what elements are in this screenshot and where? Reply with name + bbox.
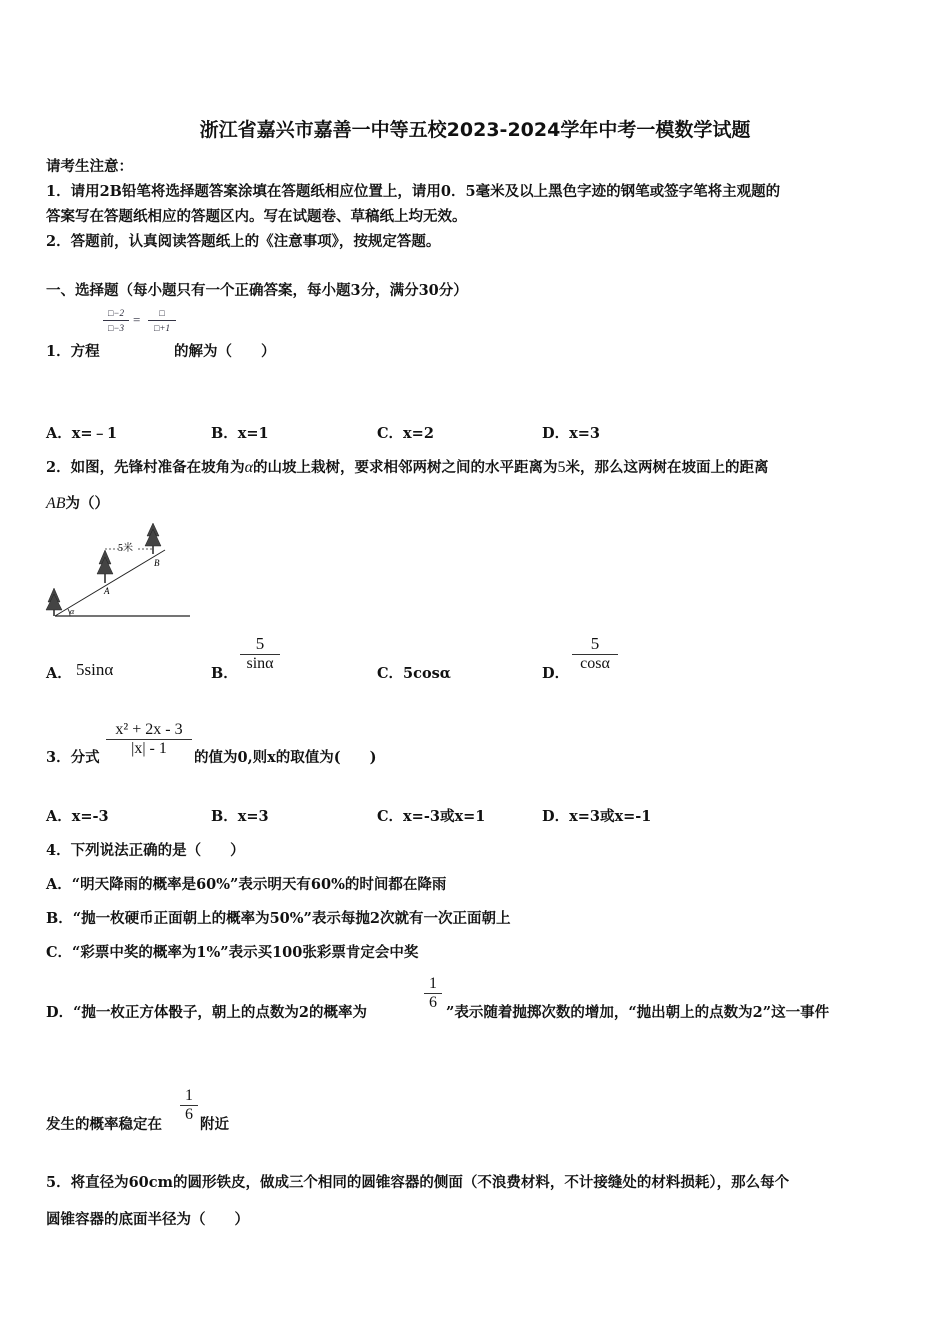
q3-option-c: C．x=-3或x=1 — [377, 808, 486, 825]
q2-option-b-den: sinα — [246, 655, 274, 672]
q2-text-a: 2．如图，先锋村准备在坡角为 — [46, 459, 245, 476]
q3-denominator: |x| - 1 — [131, 740, 167, 757]
q2-option-d-den: cosα — [580, 655, 610, 672]
q2-option-d-label: D． — [542, 665, 570, 682]
q1-right-den: □+1 — [153, 323, 170, 333]
tree-icon — [46, 588, 62, 616]
q4-frac2-den: 6 — [185, 1106, 193, 1123]
q1-left-num: □−2 — [107, 308, 124, 318]
q4-frac2-num: 1 — [185, 1087, 193, 1104]
fig-alpha-label: α — [70, 607, 75, 616]
q5-line2: 圆锥容器的底面半径为（ ） — [46, 1211, 249, 1228]
q2-option-c: C．5cosα — [377, 665, 451, 682]
page-title: 浙江省嘉兴市嘉善一中等五校2023-2024学年中考一模数学试题 — [199, 119, 751, 141]
q1-equation-image — [103, 308, 178, 338]
q1-option-d: D．x=3 — [542, 425, 600, 442]
q2-option-d-num: 5 — [590, 634, 600, 653]
q4-option-d-fraction-2 — [180, 1087, 198, 1124]
notice-heading: 请考生注意： — [46, 158, 133, 175]
q2-stem-line2 — [46, 492, 109, 513]
q4-option-a: A．“明天降雨的概率是60%”表示明天有60%的时间都在降雨 — [46, 876, 447, 893]
q4-frac1-num: 1 — [429, 975, 437, 992]
q3-option-a: A．x=-3 — [46, 808, 109, 825]
q4-option-c: C．“彩票中奖的概率为1%”表示买100张彩票肯定会中奖 — [46, 944, 419, 961]
q2-option-a-label: A． — [46, 665, 72, 682]
q3-prefix: 3．分式 — [46, 749, 100, 766]
q4-option-b: B．“抛一枚硬币正面朝上的概率为50%”表示每抛2次就有一次正面朝上 — [46, 910, 511, 927]
q1-prefix: 1．方程 — [46, 343, 100, 360]
fig-distance-label: 5米 — [118, 543, 133, 554]
q4-option-d-c: 发生的概率稳定在 — [46, 1116, 162, 1133]
q3-fraction — [106, 721, 192, 758]
q4-option-d-d: 附近 — [200, 1116, 229, 1133]
notice-line-2: 2．答题前，认真阅读答题纸上的《注意事项》，按规定答题。 — [46, 233, 441, 250]
q2-stem-line1 — [46, 456, 769, 477]
q1-option-b: B．x=1 — [211, 425, 269, 442]
q5-line1: 5．将直径为60cm的圆形铁皮，做成三个相同的圆锥容器的侧面（不浪费材料，不计接缝处的材料损耗），那么每个 — [46, 1174, 790, 1191]
notice-line-1a: 1．请用2B铅笔将选择题答案涂填在答题纸相应位置上，请用0．5毫米及以上黑色字迹的钢笔或签字笔将主观题的 — [46, 183, 781, 200]
q1-right-num: □ — [159, 308, 165, 318]
fig-point-a: A — [104, 586, 110, 596]
q2-option-b-fraction — [240, 634, 280, 673]
q3-numerator: x² + 2x - 3 — [115, 721, 183, 738]
q2-text-c: 米，那么这两树在坡面上的距离 — [565, 459, 769, 476]
q2-five: 5 — [557, 459, 566, 476]
fig-point-b: B — [154, 558, 160, 568]
q2-text-b: 的山坡上栽树，要求相邻两树之间的水平距离为 — [253, 459, 558, 476]
q4-option-d-a: D．“抛一枚正方体骰子，朝上的点数为2的概率为 — [46, 1004, 368, 1021]
q2-text-d: 为（） — [65, 495, 110, 512]
q4-frac1-den: 6 — [429, 994, 437, 1011]
q1-option-c: C．x=2 — [377, 425, 434, 442]
q1-equals: = — [133, 312, 141, 327]
section-heading: 一、选择题（每小题只有一个正确答案，每小题3分，满分30分） — [46, 282, 468, 299]
q2-slope-figure — [40, 520, 195, 622]
q2-option-d-fraction — [572, 634, 618, 673]
q4-stem: 4．下列说法正确的是（ ） — [46, 842, 245, 859]
q3-option-b: B．x=3 — [211, 808, 269, 825]
notice-line-1b: 答案写在答题纸相应的答题区内。写在试题卷、草稿纸上均无效。 — [46, 208, 467, 225]
q4-option-d-b: ”表示随着抛掷次数的增加，“抛出朝上的点数为2”这一事件 — [446, 1004, 830, 1021]
q2-option-b-num: 5 — [255, 634, 265, 653]
q3-suffix: 的值为0,则x的取值为( ) — [194, 749, 377, 766]
q2-alpha: α — [244, 459, 253, 476]
q1-left-den: □−3 — [107, 323, 124, 333]
q2-option-a-value: 5sinα — [76, 660, 114, 679]
q2-option-b-label: B． — [211, 665, 238, 682]
q2-ab: AB — [46, 495, 66, 512]
q1-suffix: 的解为（ ） — [174, 343, 276, 360]
q4-option-d-fraction-1 — [424, 975, 442, 1012]
tree-icon — [97, 550, 113, 583]
q1-option-a: A．x=﹣1 — [46, 425, 118, 442]
q3-option-d: D．x=3或x=-1 — [542, 808, 652, 825]
